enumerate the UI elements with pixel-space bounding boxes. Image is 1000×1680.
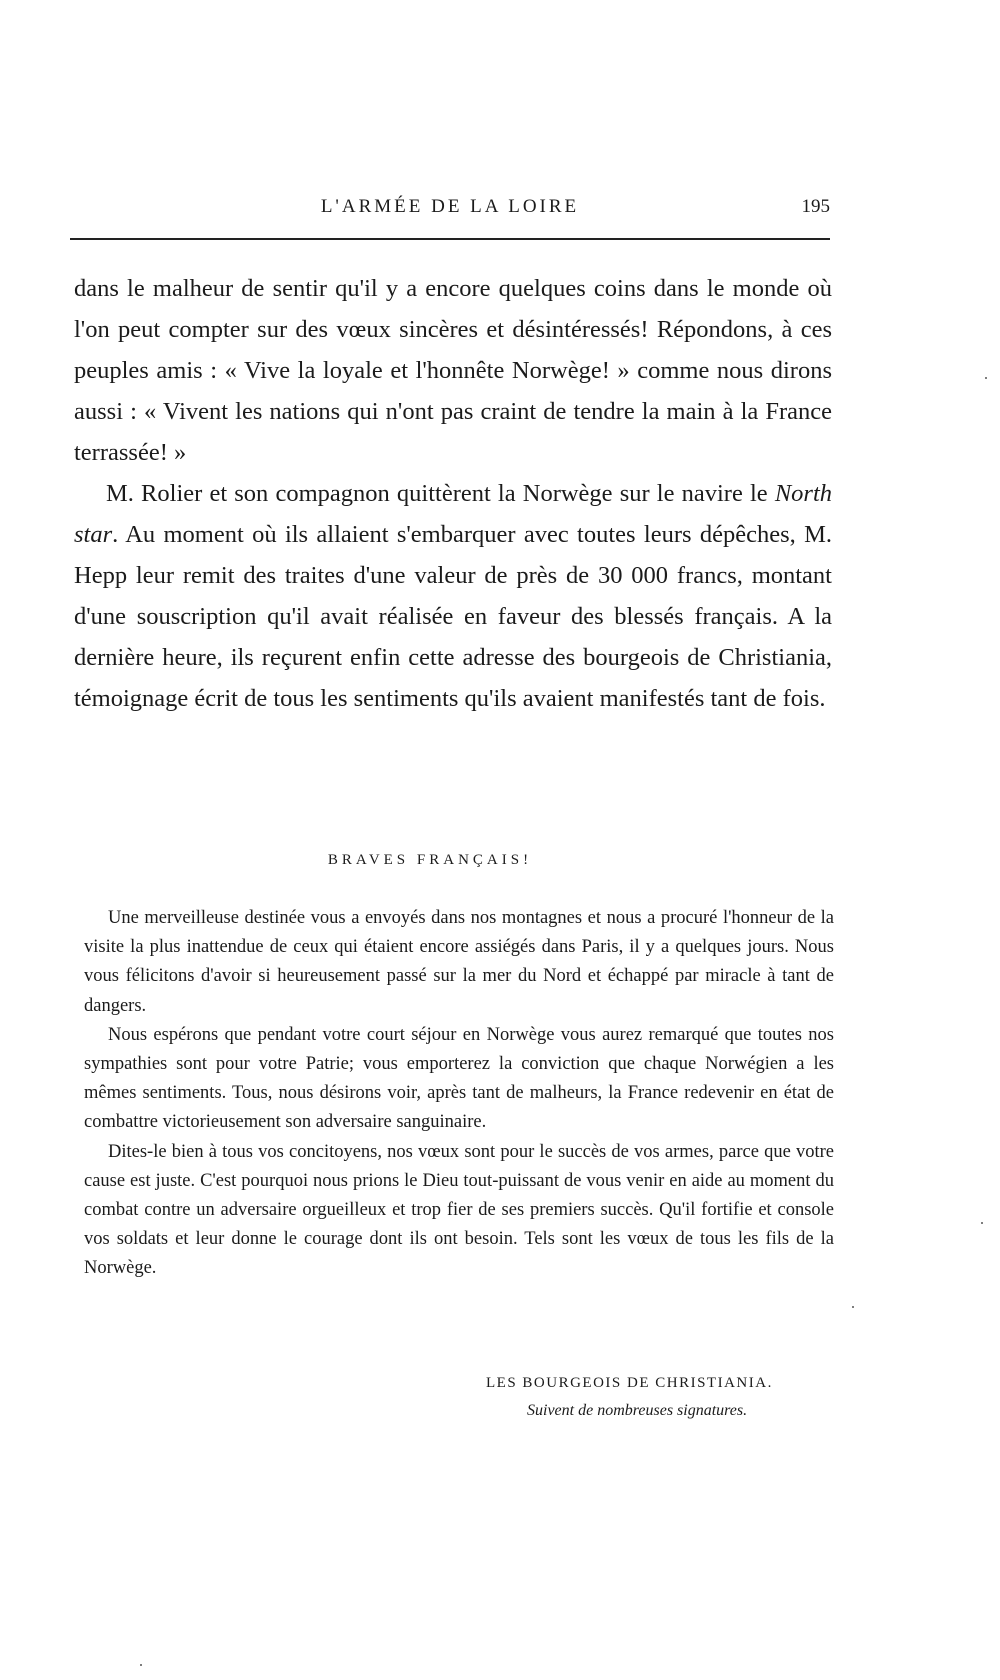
ship-name: North star	[74, 480, 832, 548]
running-title: L'ARMÉE DE LA LOIRE	[320, 196, 580, 217]
letter-heading: BRAVES FRANÇAIS!	[327, 852, 533, 868]
signature-note: Suivent de nombreuses signatures.	[527, 1402, 748, 1419]
letter-paragraph-3: Dites-le bien à tous vos concitoyens, nos vœux sont pour le succès de vos armes, parce que votre cause est juste. C'est pourquoi nous prions le Dieu tout-puissant de vous venir en aide au moment du combat contre un adversaire orgueilleux et trop fier de ses premiers succès. Qu'il fortifie et console vos soldats et leur donne le courage dont ils ont besoin. Tels sont les vœux de tous les fils de la Norwège.	[84, 1141, 834, 1279]
print-speck	[140, 1664, 142, 1666]
letter-paragraph-2: Nous espérons que pendant votre court séjour en Norwège vous aurez remarqué que toutes nos sympathies sont pour votre Patrie; vous emporterez la conviction que chaque Norwégien a les mêmes sentiments. Tous, nous désirons voir, après tant de malheurs, la France redevenir en état de combattre victorieusement son adversaire sanguinaire.	[84, 1024, 834, 1133]
print-speck	[852, 1306, 854, 1308]
body-paragraph-2-start: M. Rolier et son compagnon quittèrent la Norwège sur le navire le	[106, 480, 775, 507]
body-paragraph-1: dans le malheur de sentir qu'il y a encore quelques coins dans le monde où l'on peut compter sur des vœux sincères et désintéressés! Répondons, à ces peuples amis : « Vive la loyale et l'honnête Norwège! » comme nous dirons aussi : « Vivent les nations qui n'ont pas craint de tendre la main à la France terrassée! »	[74, 275, 832, 466]
body-paragraph-2-end: . Au moment où ils allaient s'embarquer avec toutes leurs dépêches, M. Hepp leur remit des traites d'une valeur de près de 30 000 francs, montant d'une souscription qu'il avait réalisée en faveur des blessés français. A la dernière heure, ils reçurent enfin cette adresse des bourgeois de Christiania, témoignage écrit de tous les sentiments qu'ils avaient manifestés tant de fois.	[74, 521, 832, 712]
letter-paragraph-1: Une merveilleuse destinée vous a envoyés dans nos montagnes et nous a procuré l'honneur de la visite la plus inattendue de ceux qui étaient encore assiégés dans Paris, il y a quelques jours. Nous vous félicitons d'avoir si heureusement passé sur la mer du Nord et échappé par miracle à tant de dangers.	[84, 908, 834, 1016]
page-number: 195	[801, 196, 830, 217]
body-text	[74, 268, 832, 719]
body-paragraph-2	[74, 473, 832, 719]
print-speck	[985, 377, 987, 379]
letter-text	[84, 904, 834, 1284]
print-speck	[981, 1222, 983, 1224]
header-rule	[70, 238, 830, 240]
running-head	[70, 196, 830, 226]
letter-signature: LES BOURGEOIS DE CHRISTIANIA.	[486, 1375, 773, 1391]
